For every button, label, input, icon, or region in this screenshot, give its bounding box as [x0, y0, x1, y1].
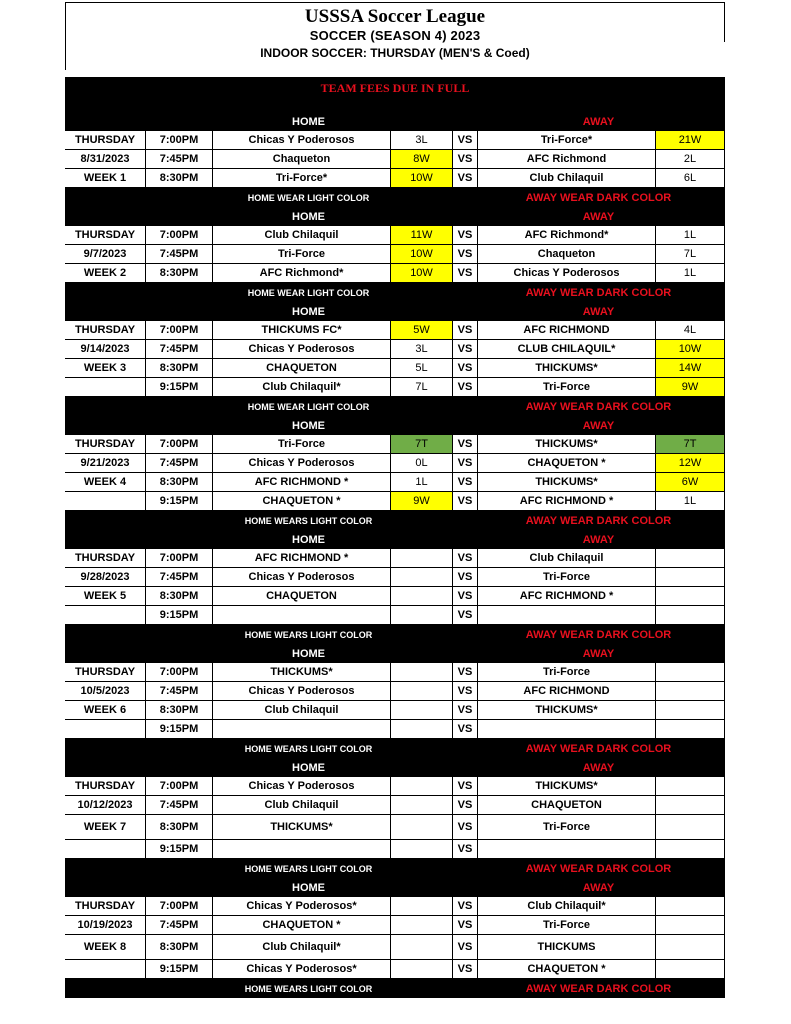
match-row — [65, 359, 725, 378]
match-time: 7:00PM — [145, 663, 212, 681]
home-score — [390, 840, 452, 858]
match-time: 8:30PM — [145, 701, 212, 719]
home-team: Club Chilaquil — [212, 226, 390, 244]
away-score — [655, 916, 725, 934]
away-team: CHAQUETON — [477, 796, 655, 814]
home-away-header — [65, 530, 725, 549]
week-label: 9/7/2023 — [83, 248, 127, 260]
vs-label: VS — [452, 720, 477, 738]
home-score: 10W — [390, 264, 452, 282]
away-team: CHAQUETON * — [477, 454, 655, 472]
away-score — [655, 935, 725, 959]
away-team — [477, 840, 655, 858]
match-row — [65, 549, 725, 568]
home-away-header — [65, 112, 725, 131]
home-score — [390, 815, 452, 839]
vs-label: VS — [452, 245, 477, 263]
home-wear-note: HOME WEAR LIGHT COLOR — [247, 192, 370, 203]
away-score — [655, 840, 725, 858]
away-team: Club Chilaquil* — [477, 897, 655, 915]
away-score: 6L — [655, 169, 725, 187]
away-label: AWAY — [582, 533, 615, 546]
week-label: THURSDAY — [74, 134, 136, 146]
away-team: CHAQUETON * — [477, 960, 655, 978]
away-team: Club Chilaquil — [477, 169, 655, 187]
away-score: 12W — [655, 454, 725, 472]
home-team: AFC RICHMOND * — [212, 549, 390, 567]
away-team: AFC RICHMOND — [477, 321, 655, 339]
home-score: 3L — [390, 340, 452, 358]
vs-label: VS — [452, 435, 477, 453]
home-score: 5L — [390, 359, 452, 377]
away-team: Chicas Y Poderosos — [477, 264, 655, 282]
away-score: 1L — [655, 226, 725, 244]
match-row — [65, 568, 725, 587]
away-score — [655, 815, 725, 839]
home-score — [390, 935, 452, 959]
wear-color-band — [65, 511, 725, 530]
away-label: AWAY — [582, 881, 615, 894]
away-team: THICKUMS* — [477, 435, 655, 453]
home-score: 10W — [390, 245, 452, 263]
home-team — [212, 840, 390, 858]
week-label: 8/31/2023 — [80, 153, 130, 165]
home-label: HOME — [292, 305, 325, 318]
home-team: CHAQUETON * — [212, 916, 390, 934]
away-wear-note: AWAY WEAR DARK COLOR — [525, 286, 672, 299]
week-label: 10/12/2023 — [77, 799, 133, 811]
home-team: THICKUMS* — [212, 663, 390, 681]
home-score — [390, 720, 452, 738]
away-team: AFC RICHMOND * — [477, 492, 655, 510]
home-team: Tri-Force* — [212, 169, 390, 187]
match-row — [65, 777, 725, 796]
week-label: 10/19/2023 — [77, 919, 133, 931]
home-label: HOME — [292, 533, 325, 546]
away-wear-note: AWAY WEAR DARK COLOR — [525, 400, 672, 413]
wear-color-band — [65, 979, 725, 998]
away-wear-note: AWAY WEAR DARK COLOR — [525, 742, 672, 755]
home-score: 7L — [390, 378, 452, 396]
home-team: Chicas Y Poderosos — [212, 682, 390, 700]
home-label: HOME — [292, 115, 325, 128]
home-score: 5W — [390, 321, 452, 339]
schedule-table — [65, 77, 725, 998]
match-row — [65, 454, 725, 473]
vs-label: VS — [452, 492, 477, 510]
week-label: 9/28/2023 — [80, 571, 130, 583]
vs-label: VS — [452, 264, 477, 282]
wear-color-band — [65, 625, 725, 644]
match-row — [65, 245, 725, 264]
away-team: AFC RICHMOND * — [477, 587, 655, 605]
match-time: 9:15PM — [145, 492, 212, 510]
match-time: 7:45PM — [145, 568, 212, 586]
match-time: 8:30PM — [145, 473, 212, 491]
away-label: AWAY — [582, 210, 615, 223]
away-score — [655, 897, 725, 915]
home-away-header — [65, 302, 725, 321]
away-score — [655, 587, 725, 605]
week-label: THURSDAY — [74, 780, 136, 792]
match-row — [65, 340, 725, 359]
home-wear-note: HOME WEAR LIGHT COLOR — [247, 287, 370, 298]
match-time: 9:15PM — [145, 606, 212, 624]
away-score: 7T — [655, 435, 725, 453]
match-row — [65, 378, 725, 397]
vs-label: VS — [452, 378, 477, 396]
wear-color-band — [65, 397, 725, 416]
home-team: CHAQUETON — [212, 587, 390, 605]
vs-label: VS — [452, 340, 477, 358]
match-time: 8:30PM — [145, 815, 212, 839]
home-team: Chicas Y Poderosos — [212, 568, 390, 586]
week-label: THURSDAY — [74, 324, 136, 336]
week-label — [65, 378, 145, 396]
home-score: 9W — [390, 492, 452, 510]
away-wear-note: AWAY WEAR DARK COLOR — [525, 982, 672, 995]
week-label: 10/5/2023 — [80, 685, 130, 697]
away-score — [655, 682, 725, 700]
home-team: Chicas Y Poderosos — [212, 777, 390, 795]
frame-top-line — [65, 2, 725, 3]
vs-label: VS — [452, 960, 477, 978]
home-score — [390, 568, 452, 586]
vs-label: VS — [452, 454, 477, 472]
home-team: Chicas Y Poderosos* — [212, 960, 390, 978]
week-label — [65, 606, 145, 624]
notice-spacer — [65, 100, 725, 112]
vs-label: VS — [452, 606, 477, 624]
home-away-header — [65, 207, 725, 226]
vs-label: VS — [452, 815, 477, 839]
home-team: Chicas Y Poderosos — [212, 131, 390, 149]
away-score: 6W — [655, 473, 725, 491]
away-score: 14W — [655, 359, 725, 377]
vs-label: VS — [452, 226, 477, 244]
away-score: 1L — [655, 492, 725, 510]
away-team: THICKUMS* — [477, 777, 655, 795]
vs-label: VS — [452, 568, 477, 586]
away-label: AWAY — [582, 305, 615, 318]
home-wear-note: HOME WEAR LIGHT COLOR — [247, 401, 370, 412]
league-title: USSSA Soccer League — [304, 6, 486, 27]
week-label — [65, 840, 145, 858]
match-time: 7:45PM — [145, 245, 212, 263]
match-row — [65, 935, 725, 960]
match-row — [65, 815, 725, 840]
away-team: AFC Richmond — [477, 150, 655, 168]
home-score: 0L — [390, 454, 452, 472]
home-score — [390, 897, 452, 915]
vs-label: VS — [452, 935, 477, 959]
home-away-header — [65, 878, 725, 897]
home-team: Club Chilaquil — [212, 701, 390, 719]
wear-color-band — [65, 283, 725, 302]
home-score: 3L — [390, 131, 452, 149]
match-time: 7:00PM — [145, 549, 212, 567]
week-label — [65, 492, 145, 510]
away-score: 2L — [655, 150, 725, 168]
week-label: THURSDAY — [74, 666, 136, 678]
away-score — [655, 960, 725, 978]
match-row — [65, 435, 725, 454]
week-label: WEEK 4 — [83, 476, 127, 488]
vs-label: VS — [452, 473, 477, 491]
match-time: 9:15PM — [145, 960, 212, 978]
match-time: 7:45PM — [145, 454, 212, 472]
home-score — [390, 587, 452, 605]
home-label: HOME — [292, 881, 325, 894]
match-time: 7:00PM — [145, 777, 212, 795]
home-team: THICKUMS FC* — [212, 321, 390, 339]
match-row — [65, 840, 725, 859]
away-score — [655, 796, 725, 814]
home-away-header — [65, 416, 725, 435]
wear-color-band — [65, 188, 725, 207]
away-team: THICKUMS* — [477, 359, 655, 377]
week-label — [65, 720, 145, 738]
week-label: WEEK 6 — [83, 704, 127, 716]
home-team: Chicas Y Poderosos — [212, 454, 390, 472]
away-score: 1L — [655, 264, 725, 282]
away-team: THICKUMS* — [477, 473, 655, 491]
away-score — [655, 663, 725, 681]
home-team: Club Chilaquil* — [212, 378, 390, 396]
away-wear-note: AWAY WEAR DARK COLOR — [525, 191, 672, 204]
match-time: 8:30PM — [145, 264, 212, 282]
home-label: HOME — [292, 761, 325, 774]
home-score — [390, 701, 452, 719]
match-row — [65, 960, 725, 979]
home-wear-note: HOME WEARS LIGHT COLOR — [244, 863, 373, 874]
away-wear-note: AWAY WEAR DARK COLOR — [525, 514, 672, 527]
away-score — [655, 701, 725, 719]
home-wear-note: HOME WEARS LIGHT COLOR — [244, 983, 373, 994]
match-time: 7:45PM — [145, 916, 212, 934]
vs-label: VS — [452, 701, 477, 719]
vs-label: VS — [452, 587, 477, 605]
vs-label: VS — [452, 663, 477, 681]
match-time: 9:15PM — [145, 720, 212, 738]
home-wear-note: HOME WEARS LIGHT COLOR — [244, 629, 373, 640]
away-team: Tri-Force — [477, 663, 655, 681]
away-score: 4L — [655, 321, 725, 339]
week-label: WEEK 7 — [83, 821, 127, 833]
match-time: 7:45PM — [145, 340, 212, 358]
week-label: THURSDAY — [74, 438, 136, 450]
match-row — [65, 587, 725, 606]
match-time: 7:45PM — [145, 682, 212, 700]
away-score: 21W — [655, 131, 725, 149]
away-score — [655, 549, 725, 567]
match-row — [65, 492, 725, 511]
match-row — [65, 897, 725, 916]
away-team: Club Chilaquil — [477, 549, 655, 567]
match-time: 9:15PM — [145, 378, 212, 396]
home-wear-note: HOME WEARS LIGHT COLOR — [244, 743, 373, 754]
match-row — [65, 663, 725, 682]
match-row — [65, 682, 725, 701]
week-label: WEEK 1 — [83, 172, 127, 184]
away-team: Chaqueton — [477, 245, 655, 263]
match-time: 7:00PM — [145, 897, 212, 915]
match-row — [65, 606, 725, 625]
vs-label: VS — [452, 131, 477, 149]
division-subtitle: INDOOR SOCCER: THURSDAY (MEN'S & Coed) — [260, 46, 530, 60]
away-team: Tri-Force — [477, 378, 655, 396]
home-label: HOME — [292, 647, 325, 660]
wear-color-band — [65, 859, 725, 878]
vs-label: VS — [452, 840, 477, 858]
home-score — [390, 606, 452, 624]
away-team: AFC RICHMOND — [477, 682, 655, 700]
week-label: WEEK 2 — [83, 267, 127, 279]
match-row — [65, 916, 725, 935]
home-team: Chicas Y Poderosos* — [212, 897, 390, 915]
match-time: 7:00PM — [145, 321, 212, 339]
away-team: Tri-Force — [477, 916, 655, 934]
home-team: CHAQUETON * — [212, 492, 390, 510]
week-label: THURSDAY — [74, 552, 136, 564]
home-team: Tri-Force — [212, 435, 390, 453]
away-team: CLUB CHILAQUIL* — [477, 340, 655, 358]
vs-label: VS — [452, 549, 477, 567]
home-score — [390, 960, 452, 978]
away-team: Tri-Force — [477, 815, 655, 839]
away-label: AWAY — [582, 761, 615, 774]
home-team: Chaqueton — [212, 150, 390, 168]
match-row — [65, 321, 725, 340]
match-time: 8:30PM — [145, 935, 212, 959]
away-wear-note: AWAY WEAR DARK COLOR — [525, 628, 672, 641]
away-score — [655, 568, 725, 586]
away-label: AWAY — [582, 115, 615, 128]
home-team: Tri-Force — [212, 245, 390, 263]
home-wear-note: HOME WEARS LIGHT COLOR — [244, 515, 373, 526]
away-label: AWAY — [582, 419, 615, 432]
vs-label: VS — [452, 359, 477, 377]
home-score — [390, 916, 452, 934]
week-label: THURSDAY — [74, 229, 136, 241]
match-time: 7:00PM — [145, 435, 212, 453]
away-team — [477, 606, 655, 624]
match-time: 8:30PM — [145, 587, 212, 605]
match-row — [65, 701, 725, 720]
match-time: 8:30PM — [145, 169, 212, 187]
home-label: HOME — [292, 419, 325, 432]
home-score — [390, 682, 452, 700]
home-score — [390, 663, 452, 681]
away-score — [655, 720, 725, 738]
week-label — [65, 960, 145, 978]
week-label: WEEK 5 — [83, 590, 127, 602]
home-team: Club Chilaquil — [212, 796, 390, 814]
away-score — [655, 606, 725, 624]
home-score — [390, 777, 452, 795]
match-row — [65, 264, 725, 283]
away-team: AFC Richmond* — [477, 226, 655, 244]
home-team: AFC Richmond* — [212, 264, 390, 282]
match-time: 7:45PM — [145, 150, 212, 168]
home-away-header — [65, 758, 725, 777]
home-team: Chicas Y Poderosos — [212, 340, 390, 358]
match-row — [65, 131, 725, 150]
vs-label: VS — [452, 897, 477, 915]
wear-color-band — [65, 739, 725, 758]
home-score: 10W — [390, 169, 452, 187]
match-row — [65, 473, 725, 492]
away-score: 9W — [655, 378, 725, 396]
match-row — [65, 796, 725, 815]
match-time: 8:30PM — [145, 359, 212, 377]
home-team: Club Chilaquil* — [212, 935, 390, 959]
away-team — [477, 720, 655, 738]
week-label: WEEK 3 — [83, 362, 127, 374]
match-row — [65, 720, 725, 739]
home-team — [212, 720, 390, 738]
week-label: WEEK 8 — [83, 941, 127, 953]
match-time: 7:45PM — [145, 796, 212, 814]
home-score — [390, 796, 452, 814]
home-team: CHAQUETON — [212, 359, 390, 377]
away-score: 10W — [655, 340, 725, 358]
week-label: THURSDAY — [74, 900, 136, 912]
away-team: THICKUMS* — [477, 701, 655, 719]
home-label: HOME — [292, 210, 325, 223]
vs-label: VS — [452, 150, 477, 168]
home-team: AFC RICHMOND * — [212, 473, 390, 491]
away-wear-note: AWAY WEAR DARK COLOR — [525, 862, 672, 875]
vs-label: VS — [452, 321, 477, 339]
week-label: 9/21/2023 — [80, 457, 130, 469]
fees-notice: TEAM FEES DUE IN FULL — [65, 77, 725, 100]
vs-label: VS — [452, 682, 477, 700]
home-score: 7T — [390, 435, 452, 453]
match-time: 7:00PM — [145, 131, 212, 149]
away-score: 7L — [655, 245, 725, 263]
away-score — [655, 777, 725, 795]
home-team: THICKUMS* — [212, 815, 390, 839]
match-row — [65, 150, 725, 169]
match-time: 7:00PM — [145, 226, 212, 244]
vs-label: VS — [452, 777, 477, 795]
match-row — [65, 169, 725, 188]
away-label: AWAY — [582, 647, 615, 660]
vs-label: VS — [452, 796, 477, 814]
home-score: 8W — [390, 150, 452, 168]
home-team — [212, 606, 390, 624]
match-time: 9:15PM — [145, 840, 212, 858]
match-row — [65, 226, 725, 245]
away-team: THICKUMS — [477, 935, 655, 959]
week-label: 9/14/2023 — [80, 343, 130, 355]
home-away-header — [65, 644, 725, 663]
vs-label: VS — [452, 916, 477, 934]
home-score: 1L — [390, 473, 452, 491]
home-score — [390, 549, 452, 567]
frame-right-line — [724, 2, 725, 42]
vs-label: VS — [452, 169, 477, 187]
away-team: Tri-Force — [477, 568, 655, 586]
season-subtitle: SOCCER (SEASON 4) 2023 — [309, 28, 481, 43]
home-score: 11W — [390, 226, 452, 244]
away-team: Tri-Force* — [477, 131, 655, 149]
